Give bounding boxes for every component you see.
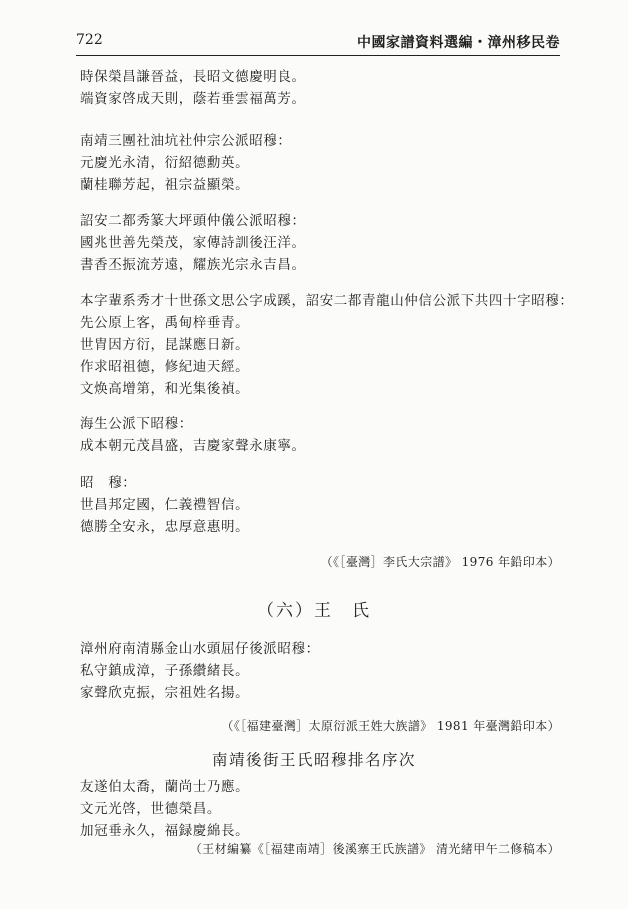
- source-citation: （王材編纂《［福建南靖］後溪寨王氏族譜》 清光緒甲午二修稿本）: [189, 842, 560, 856]
- text-line: 作求昭祖德，修紀迪天經。: [80, 359, 250, 375]
- block-heading: 本字輩系秀才十世孫文思公字成蹊，詔安二都青龍山仲信公派下共四十字昭穆：: [80, 293, 574, 309]
- text-line: 書香丕振流芳遠，耀族光宗永吉昌。: [80, 257, 306, 273]
- verse-block-6: [80, 472, 550, 538]
- text-line: 蘭桂聯芳起，祖宗益顯榮。: [80, 177, 250, 193]
- text-line: 私守鎮成漳，子孫纘緒長。: [80, 663, 250, 679]
- text-line: 家聲欣克振，宗祖姓名揚。: [80, 685, 250, 701]
- text-line: 國兆世善先榮茂，家傳詩訓後汪洋。: [80, 235, 306, 251]
- block-heading: 漳州府南清縣金山水頭屈仔後派昭穆：: [80, 641, 320, 657]
- verse-block-1: [80, 66, 550, 110]
- verse-block-5: [80, 413, 550, 457]
- verse-block-3: [80, 210, 550, 276]
- wang-block: [80, 638, 550, 704]
- header-rule: [76, 55, 560, 56]
- text-line: 友遂伯太喬，蘭尚士乃應。: [80, 779, 250, 795]
- page-number: 722: [76, 32, 103, 48]
- final-block: [80, 776, 550, 842]
- text-line: 端資家啓成天則，蔭若垂雲福萬芳。: [80, 91, 306, 107]
- text-line: 德勝全安永，忠厚意惠明。: [80, 519, 250, 535]
- running-title: 中國家譜資料選編・漳州移民卷: [357, 35, 560, 51]
- text-line: 文焕高增第，和光集後禎。: [80, 381, 250, 397]
- text-line: 世胄因方衍，昆謀應日新。: [80, 337, 250, 353]
- text-line: 世昌邦定國，仁義禮智信。: [80, 497, 250, 513]
- block-heading: 詔安二都秀篆大坪頭仲儀公派昭穆：: [80, 213, 306, 229]
- text-line: 元慶光永清，衍紹德勳英。: [80, 155, 250, 171]
- sub-title: 南靖後街王氏昭穆排名序次: [211, 751, 416, 769]
- verse-block-2: [80, 130, 550, 196]
- source-citation: （《［臺灣］李氏大宗譜》 1976 年鉛印本）: [320, 555, 560, 569]
- text-line: 時保榮昌謙晉益，長昭文德慶明良。: [80, 69, 306, 85]
- text-line: 文元光啓，世德榮昌。: [80, 801, 221, 817]
- text-line: 加冠垂永久，福録慶綿長。: [80, 823, 250, 839]
- page-header: [76, 32, 560, 54]
- source-citation: （《［福建臺灣］太原衍派王姓大族譜》 1981 年臺灣鉛印本）: [221, 719, 560, 733]
- text-line: 先公原上客，禹甸梓垂青。: [80, 315, 250, 331]
- block-heading: 昭 穆：: [80, 475, 137, 491]
- verse-block-4: [80, 290, 574, 400]
- block-heading: 南靖三團社油坑社仲宗公派昭穆：: [80, 133, 292, 149]
- text-line: 成本朝元茂昌盛，吉慶家聲永康寧。: [80, 438, 306, 454]
- block-heading: 海生公派下昭穆：: [80, 416, 193, 432]
- section-title: （六）王 氏: [257, 601, 371, 621]
